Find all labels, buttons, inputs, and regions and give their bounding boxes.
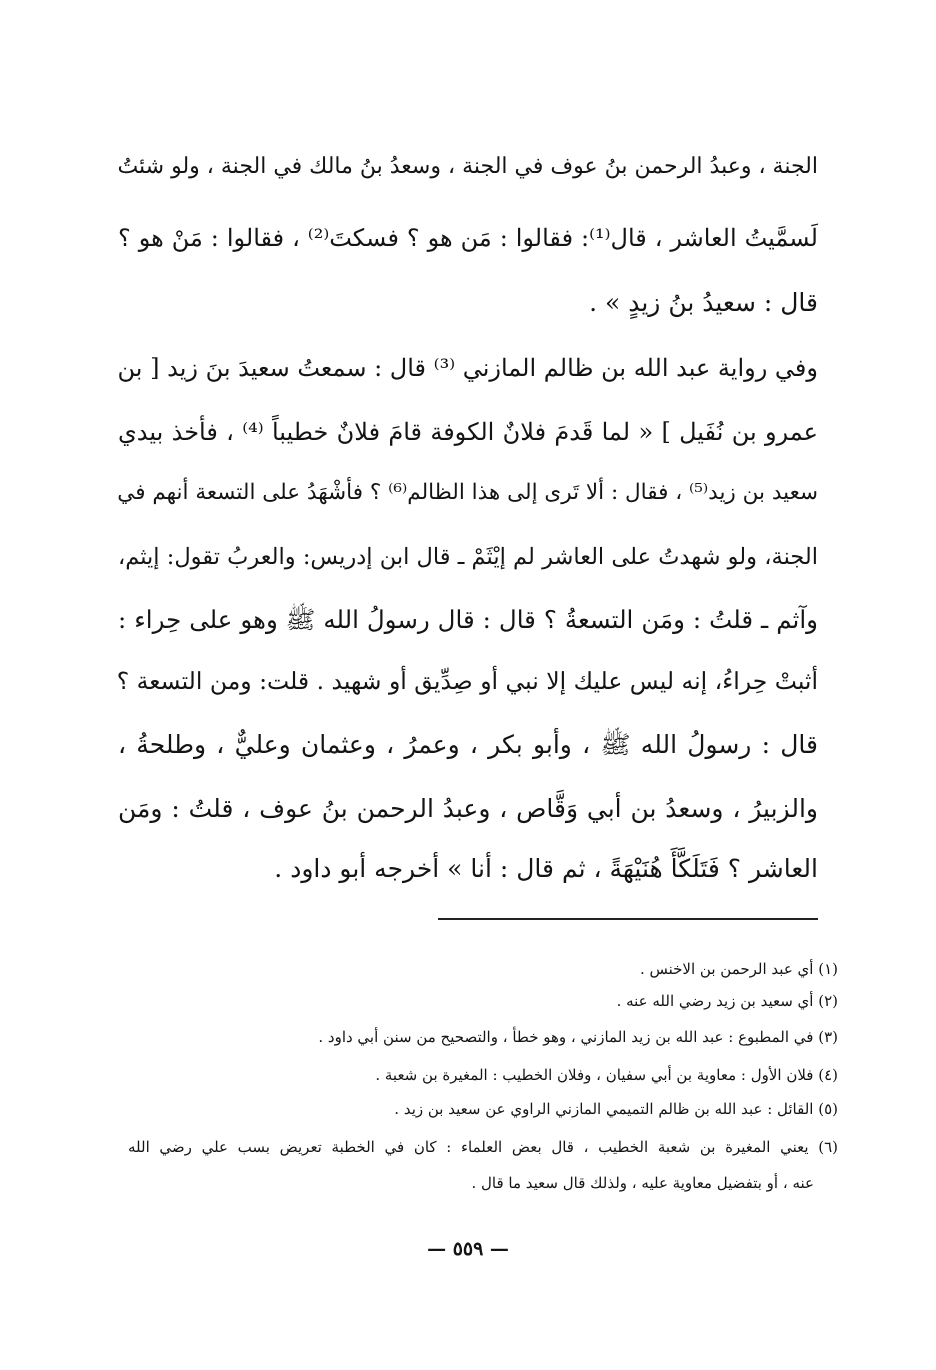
footnote: (٣) في المطبوع : عبد الله بن زيد المازني ، وهو خطأ ، والتصحيح من سنن أبي داود . (318, 1028, 838, 1046)
footnote: (٥) القائل : عبد الله بن ظالم التميمي المازني الراوي عن سعيد بن زيد . (394, 1100, 838, 1118)
text-line: الجنة، ولو شهدتُ على العاشر لم إيْثَمْ ـ قال ابن إدريس: والعربُ تقول: إيثم، (118, 544, 818, 570)
text-line: وفي رواية عبد الله بن ظالم المازني ⁽³⁾ قال : سمعتُ سعيدَ بنَ زيد [ بن (117, 354, 818, 382)
text-line: والزبيرُ ، وسعدُ بن أبي وَقَّاص ، وعبدُ الرحمن بنُ عوف ، قلتُ : ومَن (118, 794, 818, 823)
text-line: لَسمَّيتُ العاشر ، قال⁽¹⁾: فقالوا : مَن هو ؟ فسكتَ⁽²⁾ ، فقالوا : مَنْ هو ؟ (118, 224, 818, 252)
text-line: عمرو بن نُفَيل ] « لما قَدمَ فلانٌ الكوفة قامَ فلانٌ خطيباً ⁽⁴⁾ ، فأخذ بيدي (118, 418, 818, 446)
footnote-separator (438, 918, 818, 920)
footnote: (١) أي عبد الرحمن بن الاخنس . (639, 960, 838, 978)
footnote: (٤) فلان الأول : معاوية بن أبي سفيان ، وفلان الخطيب : المغيرة بن شعبة . (375, 1066, 838, 1084)
text-line: وآثم ـ قلتُ : ومَن التسعةُ ؟ قال : قال رسولُ الله ﷺ وهو على حِراء : (118, 605, 818, 634)
page-number: — ٥٥٩ — (427, 1238, 509, 1260)
text-line: قال : رسولُ الله ﷺ ، وأبو بكر ، وعمرُ ، وعثمان وعليٌّ ، وطلحةُ ، (118, 730, 818, 759)
text-line: أثبتْ حِراءُ، إنه ليس عليك إلا نبي أو صِدِّيق أو شهيد . قلت: ومن التسعة ؟ (116, 667, 818, 695)
footnote-continuation: عنه ، أو بتفضيل معاوية عليه ، ولذلك قال سعيد ما قال . (471, 1174, 814, 1192)
footnote: (٦) يعني المغيرة بن شعبة الخطيب ، قال بعض العلماء : كان في الخطبة تعريض بسب علي رضي الله (128, 1138, 838, 1156)
text-line: قال : سعيدُ بنُ زيدٍ » . (589, 288, 818, 317)
footnote: (٢) أي سعيد بن زيد رضي الله عنه . (616, 992, 838, 1010)
text-line: سعيد بن زيد⁽⁵⁾ ، فقال : ألا تَرى إلى هذا الظالم⁽⁶⁾ ؟ فأشْهَدُ على التسعة أنهم في (117, 480, 818, 505)
text-line: الجنة ، وعبدُ الرحمن بنُ عوف في الجنة ، وسعدُ بنُ مالك في الجنة ، ولو شئتُ (117, 154, 818, 179)
text-line: العاشر ؟ فَتَلَكَّأَ هُنَيْهَةً ، ثم قال : أنا » أخرجه أبو داود . (274, 854, 818, 883)
